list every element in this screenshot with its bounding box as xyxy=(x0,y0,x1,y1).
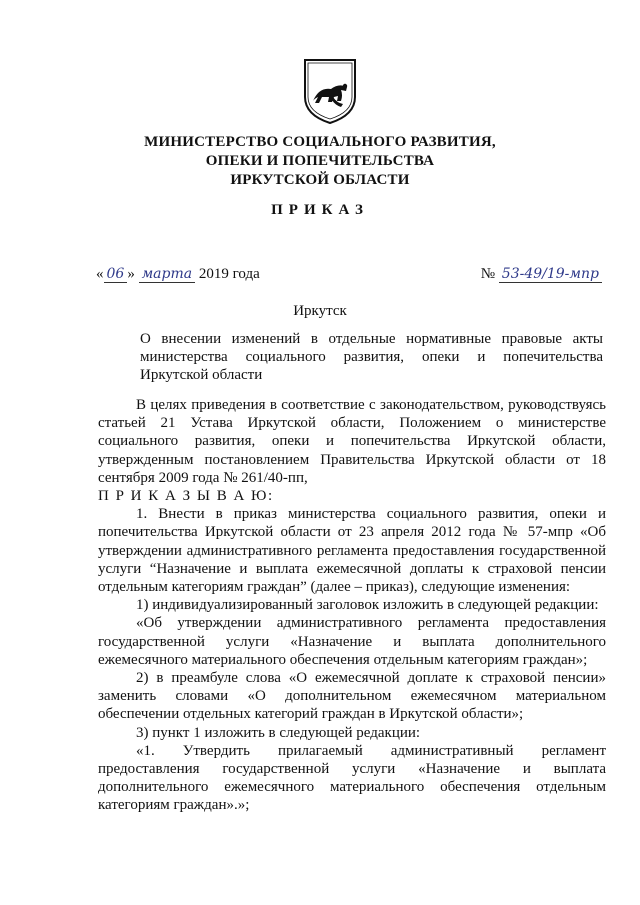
coat-of-arms-icon xyxy=(301,57,359,125)
sub-item-1-text: «Об утверждении административного регламента предоставления государственной услуги «Назначение и выплата дополнительного ежемесячного материального обеспечения отдельным категориям граждан»; xyxy=(98,615,606,668)
preamble-paragraph: В целях приведения в соответствие с законодательством, руководствуясь статьей 21 Устава Иркутской области, Положением о министерстве социального развития, опеки и попечительства Иркутской области, утвержденным постановлением Правительства Иркутской области от 18 сентября 2009 года № 261/40-пп, xyxy=(98,397,606,486)
number-prefix: № xyxy=(480,266,496,282)
date-month: марта xyxy=(139,266,196,283)
order-word: П Р И К А З Ы В А Ю: xyxy=(98,488,274,505)
city: Иркутск xyxy=(293,303,347,319)
number-value: 53-49/19-мпр xyxy=(499,266,602,283)
order-body xyxy=(98,396,606,815)
order-subject: О внесении изменений в отдельные нормативные правовые акты министерства социального развития, опеки и попечительства Иркутской области xyxy=(140,331,603,383)
date-year: 2019 года xyxy=(198,266,260,282)
header-line-2: ОПЕКИ И ПОПЕЧИТЕЛЬСТВА xyxy=(205,153,435,169)
header-line-1: МИНИСТЕРСТВО СОЦИАЛЬНОГО РАЗВИТИЯ, xyxy=(144,134,496,150)
sub-item-2: 2) в преамбуле слова «О ежемесячной доплате к страховой пенсии» заменить словами «О дополнительном ежемесячном материальном обеспечении отдельных категорий граждан в Иркутской области»; xyxy=(98,670,606,723)
ministry-header xyxy=(0,133,640,190)
sub-item-1: 1) индивидуализированный заголовок изложить в следующей редакции: xyxy=(136,597,599,614)
date-day: 06 xyxy=(104,266,128,283)
order-date xyxy=(96,266,260,283)
sub-item-3: 3) пункт 1 изложить в следующей редакции: xyxy=(136,724,421,741)
order-number xyxy=(481,266,602,283)
sub-item-3-text: «1. Утвердить прилагаемый административный регламент предоставления государственной услуги «Назначение и выплата дополнительного ежемесячного материального обеспечения отдельным категориям граждан».»; xyxy=(98,742,606,814)
header-line-3: ИРКУТСКОЙ ОБЛАСТИ xyxy=(230,172,410,188)
item-1-paragraph: 1. Внести в приказ министерства социального развития, опеки и попечительства Иркутской области от 23 апреля 2012 года № 57-мпр «Об утверждении административного регламента предоставления государственной услуги “Назначение и выплата ежемесячной доплаты к страховой пенсии отдельным категориям граждан” (далее – приказ), следующие изменения: xyxy=(98,506,606,596)
date-open-quote: « xyxy=(96,266,104,282)
date-close-quote: » xyxy=(127,266,135,282)
document-type: ПРИКАЗ xyxy=(271,202,369,218)
